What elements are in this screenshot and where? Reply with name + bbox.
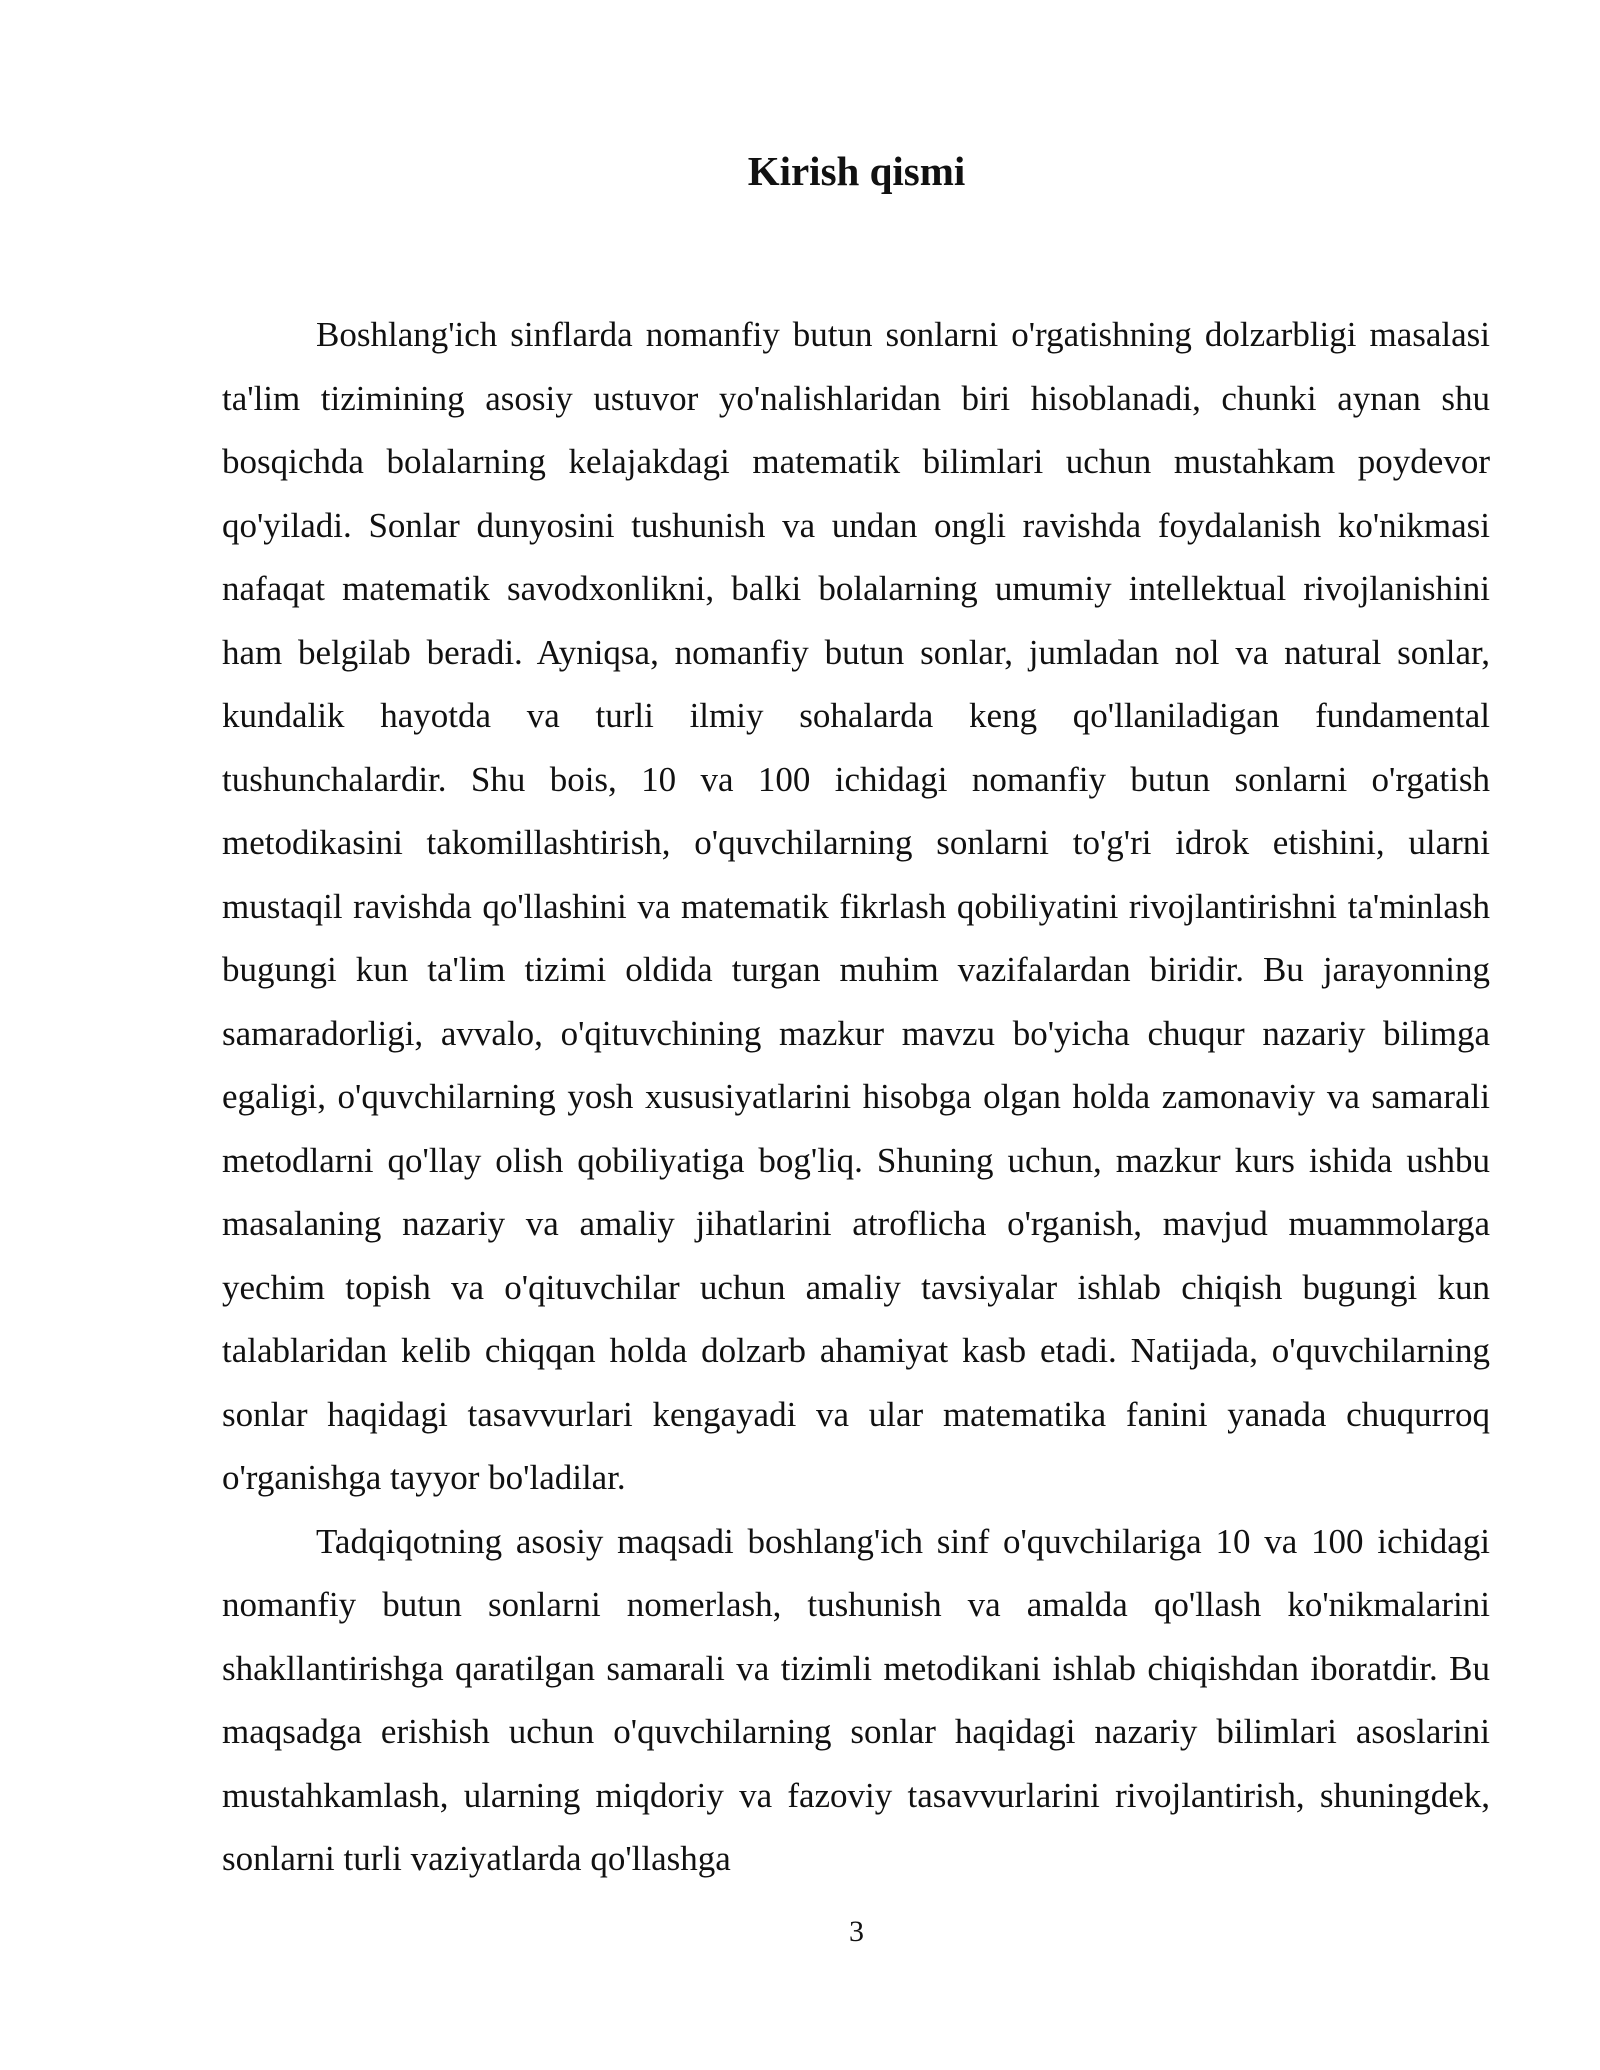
paragraph-introduction-relevance: Boshlang'ich sinflarda nomanfiy butun sonlarni o'rgatishning dolzarbligi masalasi ta'lim tizimining asosiy ustuvor yo'nalishlaridan biri hisoblanadi, chunki aynan shu bosqichda bolalarning kelajakdagi matematik bilimlari uchun mustahkam poydevor qo'yiladi. Sonlar dunyosini tushunish va undan ongli ravishda foydalanish ko'nikmasi nafaqat matematik savodxonlikni, balki bolalarning umumiy intellektual rivojlanishini ham belgilab beradi. Ayniqsa, nomanfiy butun sonlar, jumladan nol va natural sonlar, kundalik hayotda va turli ilmiy sohalarda keng qo'llaniladigan fundamental tushunchalardir. Shu bois, 10 va 100 ichidagi nomanfiy butun sonlarni o'rgatish metodikasini takomillashtirish, o'quvchilarning sonlarni to'g'ri idrok etishini, ularni mustaqil ravishda qo'llashini va matematik fikrlash qobiliyatini rivojlantirishni ta'minlash bugungi kun ta'lim tizimi oldida turgan muhim vazifalardan biridir. Bu jarayonning samaradorligi, avvalo, o'qituvchining mazkur mavzu bo'yicha chuqur nazariy bilimga egaligi, o'quvchilarning yosh xususiyatlarini hisobga olgan holda zamonaviy va samarali metodlarni qo'llay olish qobiliyatiga bog'liq. Shuning uchun, mazkur kurs ishida ushbu masalaning nazariy va amaliy jihatlarini atroflicha o'rganish, mavjud muammolarga yechim topish va o'qituvchilar uchun amaliy tavsiyalar ishlab chiqish bugungi kun talablaridan kelib chiqqan holda dolzarb ahamiyat kasb etadi. Natijada, o'quvchilarning sonlar haqidagi tasavvurlari kengayadi va ular matematika fanini yanada chuqurroq o'rganishga tayyor bo'ladilar. [222, 315, 1490, 1497]
paragraph-research-goal: Tadqiqotning asosiy maqsadi boshlang'ich sinf o'quvchilariga 10 va 100 ichidagi nomanfiy butun sonlarni nomerlash, tushunish va amalda qo'llash ko'nikmalarini shakllantirishga qaratilgan samarali va tizimli metodikani ishlab chiqishdan iboratdir. Bu maqsadga erishish uchun o'quvchilarning sonlar haqidagi nazariy bilimlari asoslarini mustahkamlash, ularning miqdoriy va fazoviy tasavvurlarini rivojlantirish, shuningdek, sonlarni turli vaziyatlarda qo'llashga [222, 1521, 1490, 1878]
body-text [222, 303, 1490, 1891]
page-number: 3 [849, 1915, 864, 1948]
section-title: Kirish qismi [747, 148, 966, 194]
